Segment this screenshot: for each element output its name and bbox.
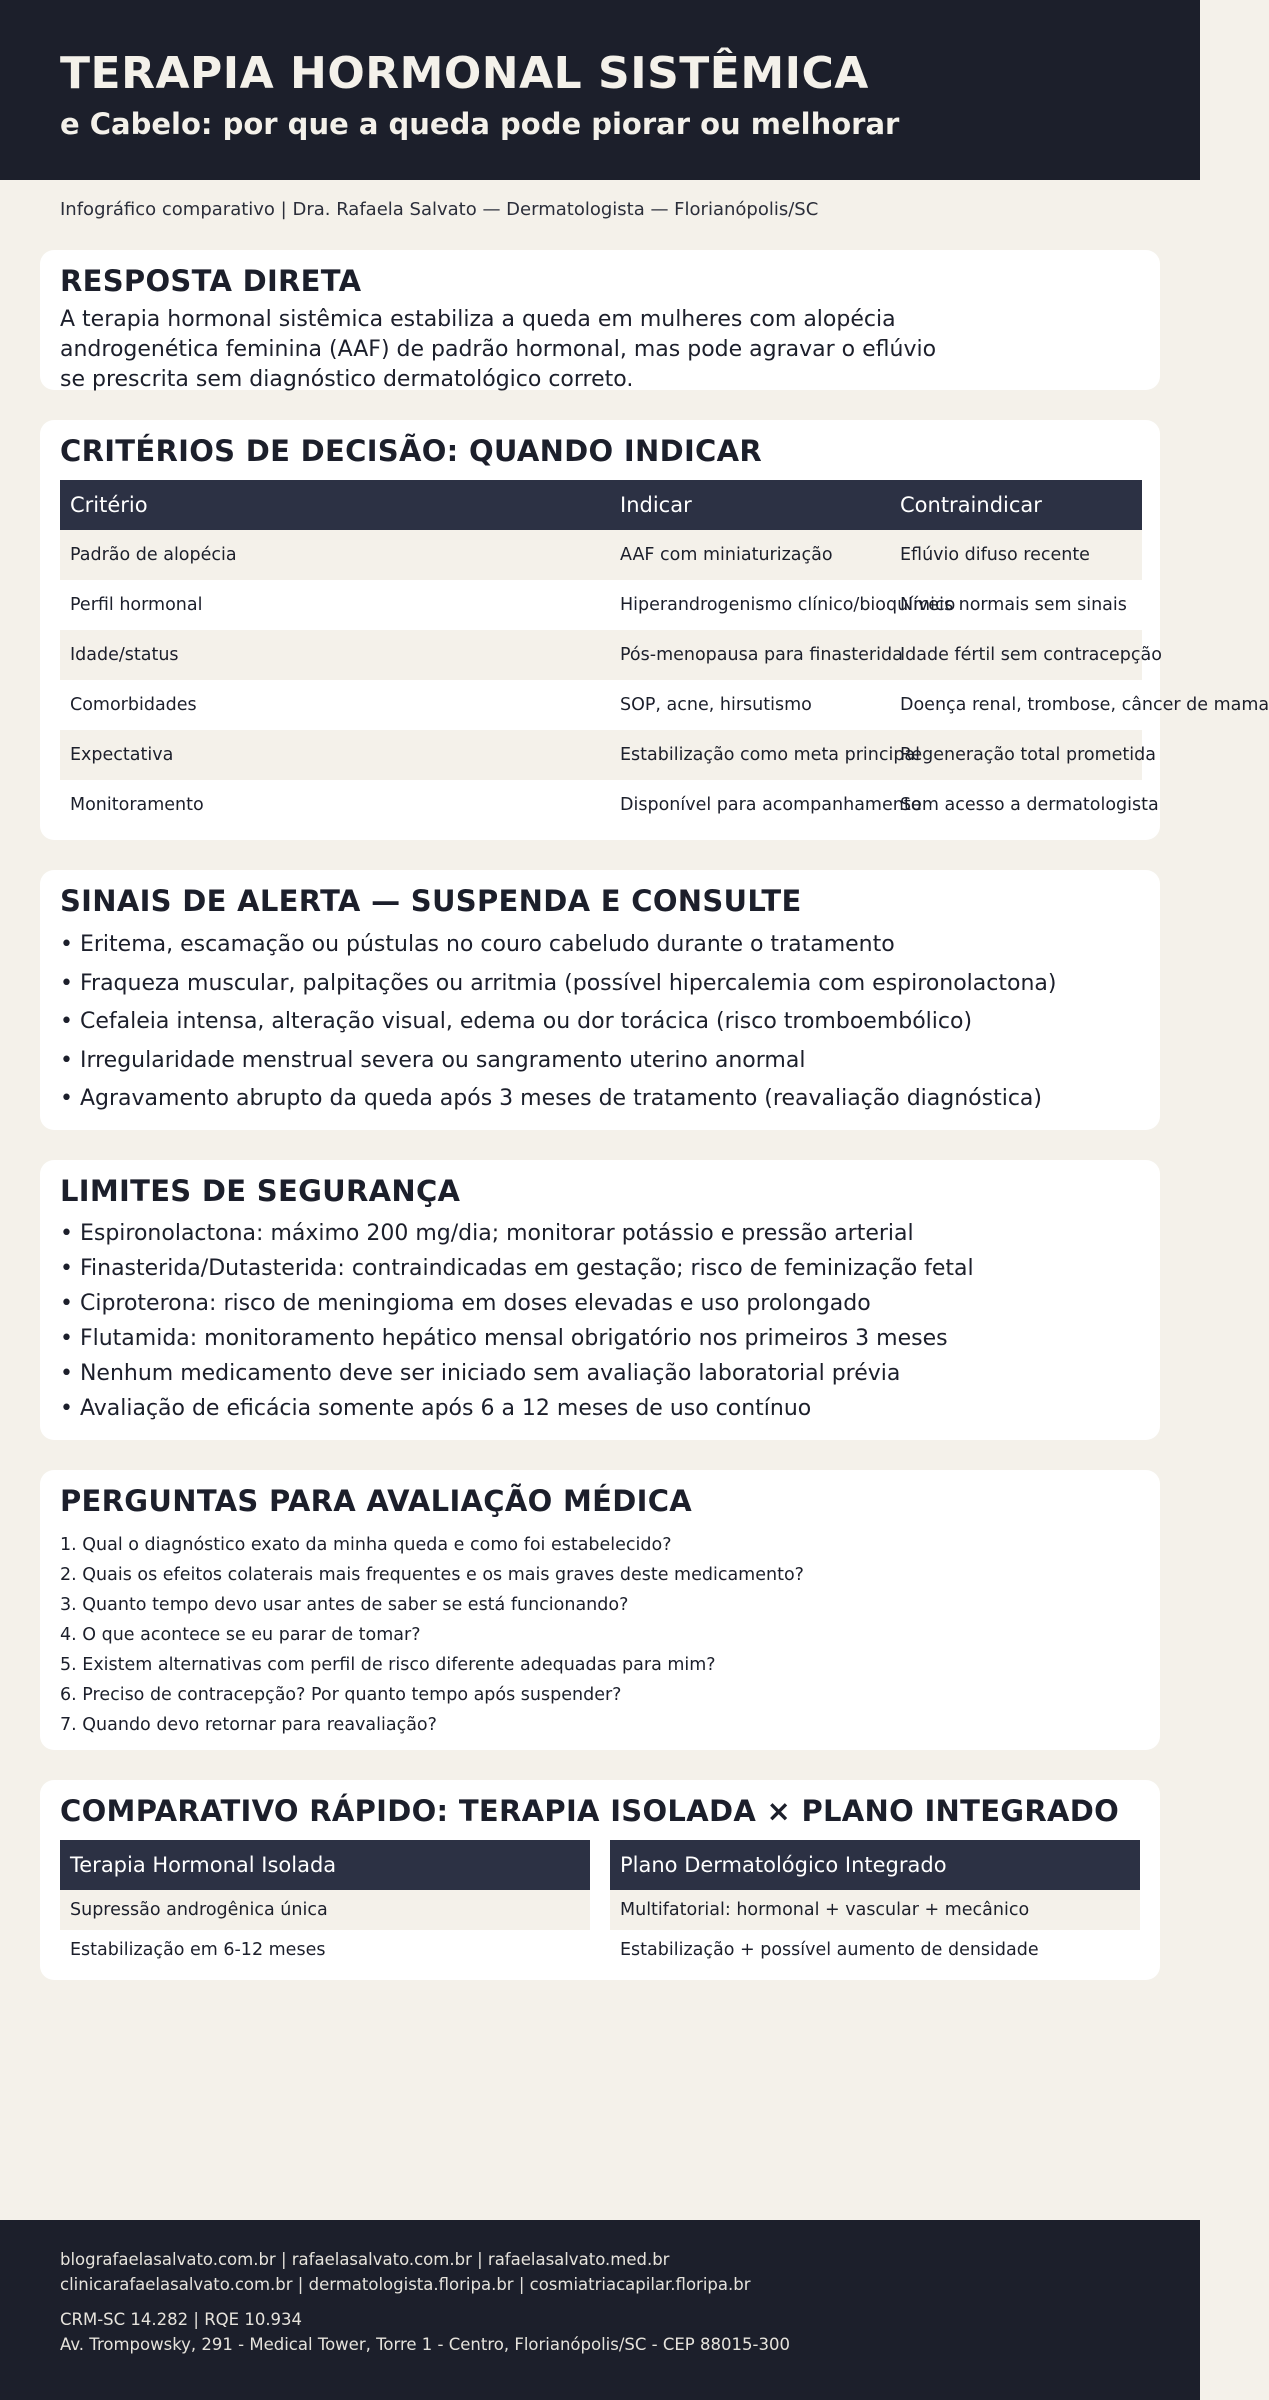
criterion-cell: Expectativa (70, 745, 174, 765)
contraindicate-cell: Níveis normais sem sinais (900, 595, 1127, 615)
list-item: 5. Existem alternativas com perfil de risco diferente adequadas para mim? (60, 1655, 716, 1675)
comparison-row: Multifatorial: hormonal + vascular + mecânico (610, 1890, 1140, 1930)
contraindicate-cell: Doença renal, trombose, câncer de mama (900, 695, 1269, 715)
alerts-list (60, 926, 1056, 1119)
direct-answer-title: RESPOSTA DIRETA (60, 264, 362, 298)
comparison-column-isolated (60, 1840, 590, 1970)
contraindicate-cell: Eflúvio difuso recente (900, 545, 1090, 565)
alerts-card (40, 870, 1160, 1130)
list-item: • Cefaleia intensa, alteração visual, edema ou dor torácica (risco tromboembólico) (60, 1009, 973, 1034)
criterion-cell: Comorbidades (70, 695, 197, 715)
page-title: TERAPIA HORMONAL SISTÊMICA (60, 48, 869, 99)
list-item: 1. Qual o diagnóstico exato da minha queda e como foi estabelecido? (60, 1535, 672, 1555)
comparison-row: Estabilização em 6-12 meses (70, 1940, 326, 1960)
questions-list (60, 1530, 804, 1740)
comparison-column-header: Terapia Hormonal Isolada (60, 1840, 590, 1890)
table-row (60, 530, 1142, 580)
direct-answer-text: A terapia hormonal sistêmica estabiliza a queda em mulheres com alopécia androgenética feminina (AAF) de padrão hormonal, mas pode agravar o eflúvio se prescrita sem diagnóstico dermatológico correto. (60, 307, 937, 392)
criterion-cell: Monitoramento (70, 795, 204, 815)
footer-registration: CRM-SC 14.282 | RQE 10.934 (60, 2310, 303, 2329)
criteria-card (40, 420, 1269, 840)
table-row (60, 580, 1142, 630)
list-item: • Flutamida: monitoramento hepático mensal obrigatório nos primeiros 3 meses (60, 1326, 948, 1351)
footer-sites-line-1: blografaelasalvato.com.br | rafaelasalvato.com.br | rafaelasalvato.med.br (60, 2250, 670, 2269)
criteria-table (60, 480, 1269, 830)
page-footer (0, 2220, 1200, 2400)
page-subtitle: e Cabelo: por que a queda pode piorar ou melhorar (60, 107, 900, 141)
comparison-row: Supressão androgênica única (60, 1890, 590, 1930)
criteria-title: CRITÉRIOS DE DECISÃO: QUANDO INDICAR (60, 434, 762, 468)
list-item: 3. Quanto tempo devo usar antes de saber se está funcionando? (60, 1595, 629, 1615)
comparison-card (40, 1780, 1160, 1980)
limits-card (40, 1160, 1160, 1440)
column-header-contraindicate: Contraindicar (900, 493, 1042, 517)
page-header (0, 0, 1200, 180)
limits-title: LIMITES DE SEGURANÇA (60, 1174, 461, 1208)
comparison-title: COMPARATIVO RÁPIDO: TERAPIA ISOLADA × PLANO INTEGRADO (60, 1794, 1120, 1828)
list-item: • Ciproterona: risco de meningioma em doses elevadas e uso prolongado (60, 1291, 871, 1316)
indicate-cell: AAF com miniaturização (620, 545, 833, 565)
criterion-cell: Padrão de alopécia (70, 545, 237, 565)
indicate-cell: Estabilização como meta principal (620, 745, 921, 765)
indicate-cell: Disponível para acompanhamento (620, 795, 922, 815)
list-item: • Agravamento abrupto da queda após 3 meses de tratamento (reavaliação diagnóstica) (60, 1086, 1042, 1111)
table-row (60, 730, 1156, 780)
criterion-cell: Perfil hormonal (70, 595, 203, 615)
comparison-column-header: Plano Dermatológico Integrado (610, 1840, 1140, 1890)
contraindicate-cell: Regeneração total prometida (900, 745, 1156, 765)
list-item: 2. Quais os efeitos colaterais mais frequentes e os mais graves deste medicamento? (60, 1565, 804, 1585)
contraindicate-cell: Sem acesso a dermatologista (900, 795, 1159, 815)
direct-answer-card (40, 250, 1160, 390)
list-item: • Espironolactona: máximo 200 mg/dia; monitorar potássio e pressão arterial (60, 1221, 914, 1246)
contraindicate-cell: Idade fértil sem contracepção (900, 645, 1162, 665)
alerts-title: SINAIS DE ALERTA — SUSPENDA E CONSULTE (60, 884, 802, 918)
table-row (60, 780, 1159, 830)
indicate-cell: Pós-menopausa para finasterida (620, 645, 903, 665)
list-item: • Fraqueza muscular, palpitações ou arritmia (possível hipercalemia com espironolactona) (60, 970, 1057, 996)
list-item: 6. Preciso de contracepção? Por quanto tempo após suspender? (60, 1685, 622, 1705)
criterion-cell: Idade/status (70, 645, 179, 665)
list-item: 4. O que acontece se eu parar de tomar? (60, 1625, 421, 1645)
list-item: • Nenhum medicamento deve ser iniciado sem avaliação laboratorial prévia (60, 1361, 901, 1386)
table-row (60, 630, 1162, 680)
list-item: • Eritema, escamação ou pústulas no couro cabeludo durante o tratamento (60, 932, 895, 957)
indicate-cell: SOP, acne, hirsutismo (620, 695, 812, 715)
limits-list (60, 1216, 974, 1426)
comparison-column-integrated (610, 1840, 1140, 1970)
list-item: • Avaliação de eficácia somente após 6 a 12 meses de uso contínuo (60, 1396, 812, 1421)
questions-title: PERGUNTAS PARA AVALIAÇÃO MÉDICA (60, 1484, 693, 1518)
list-item: 7. Quando devo retornar para reavaliação? (60, 1715, 437, 1735)
questions-card (40, 1470, 1160, 1750)
column-header-indicate: Indicar (620, 493, 692, 517)
comparison-row: Estabilização + possível aumento de densidade (620, 1940, 1039, 1960)
indicate-cell: Hiperandrogenismo clínico/bioquímico (620, 595, 956, 615)
footer-sites-line-2: clinicarafaelasalvato.com.br | dermatologista.floripa.br | cosmiatriacapilar.floripa.br (60, 2275, 751, 2294)
byline: Infográfico comparativo | Dra. Rafaela Salvato — Dermatologista — Florianópolis/SC (60, 199, 819, 220)
criteria-header-row (60, 480, 1142, 530)
list-item: • Finasterida/Dutasterida: contraindicadas em gestação; risco de feminização fetal (60, 1256, 974, 1281)
list-item: • Irregularidade menstrual severa ou sangramento uterino anormal (60, 1047, 806, 1073)
footer-address: Av. Trompowsky, 291 - Medical Tower, Torre 1 - Centro, Florianópolis/SC - CEP 88015-300 (60, 2335, 790, 2354)
column-header-criterion: Critério (70, 493, 148, 517)
table-row (60, 680, 1269, 730)
